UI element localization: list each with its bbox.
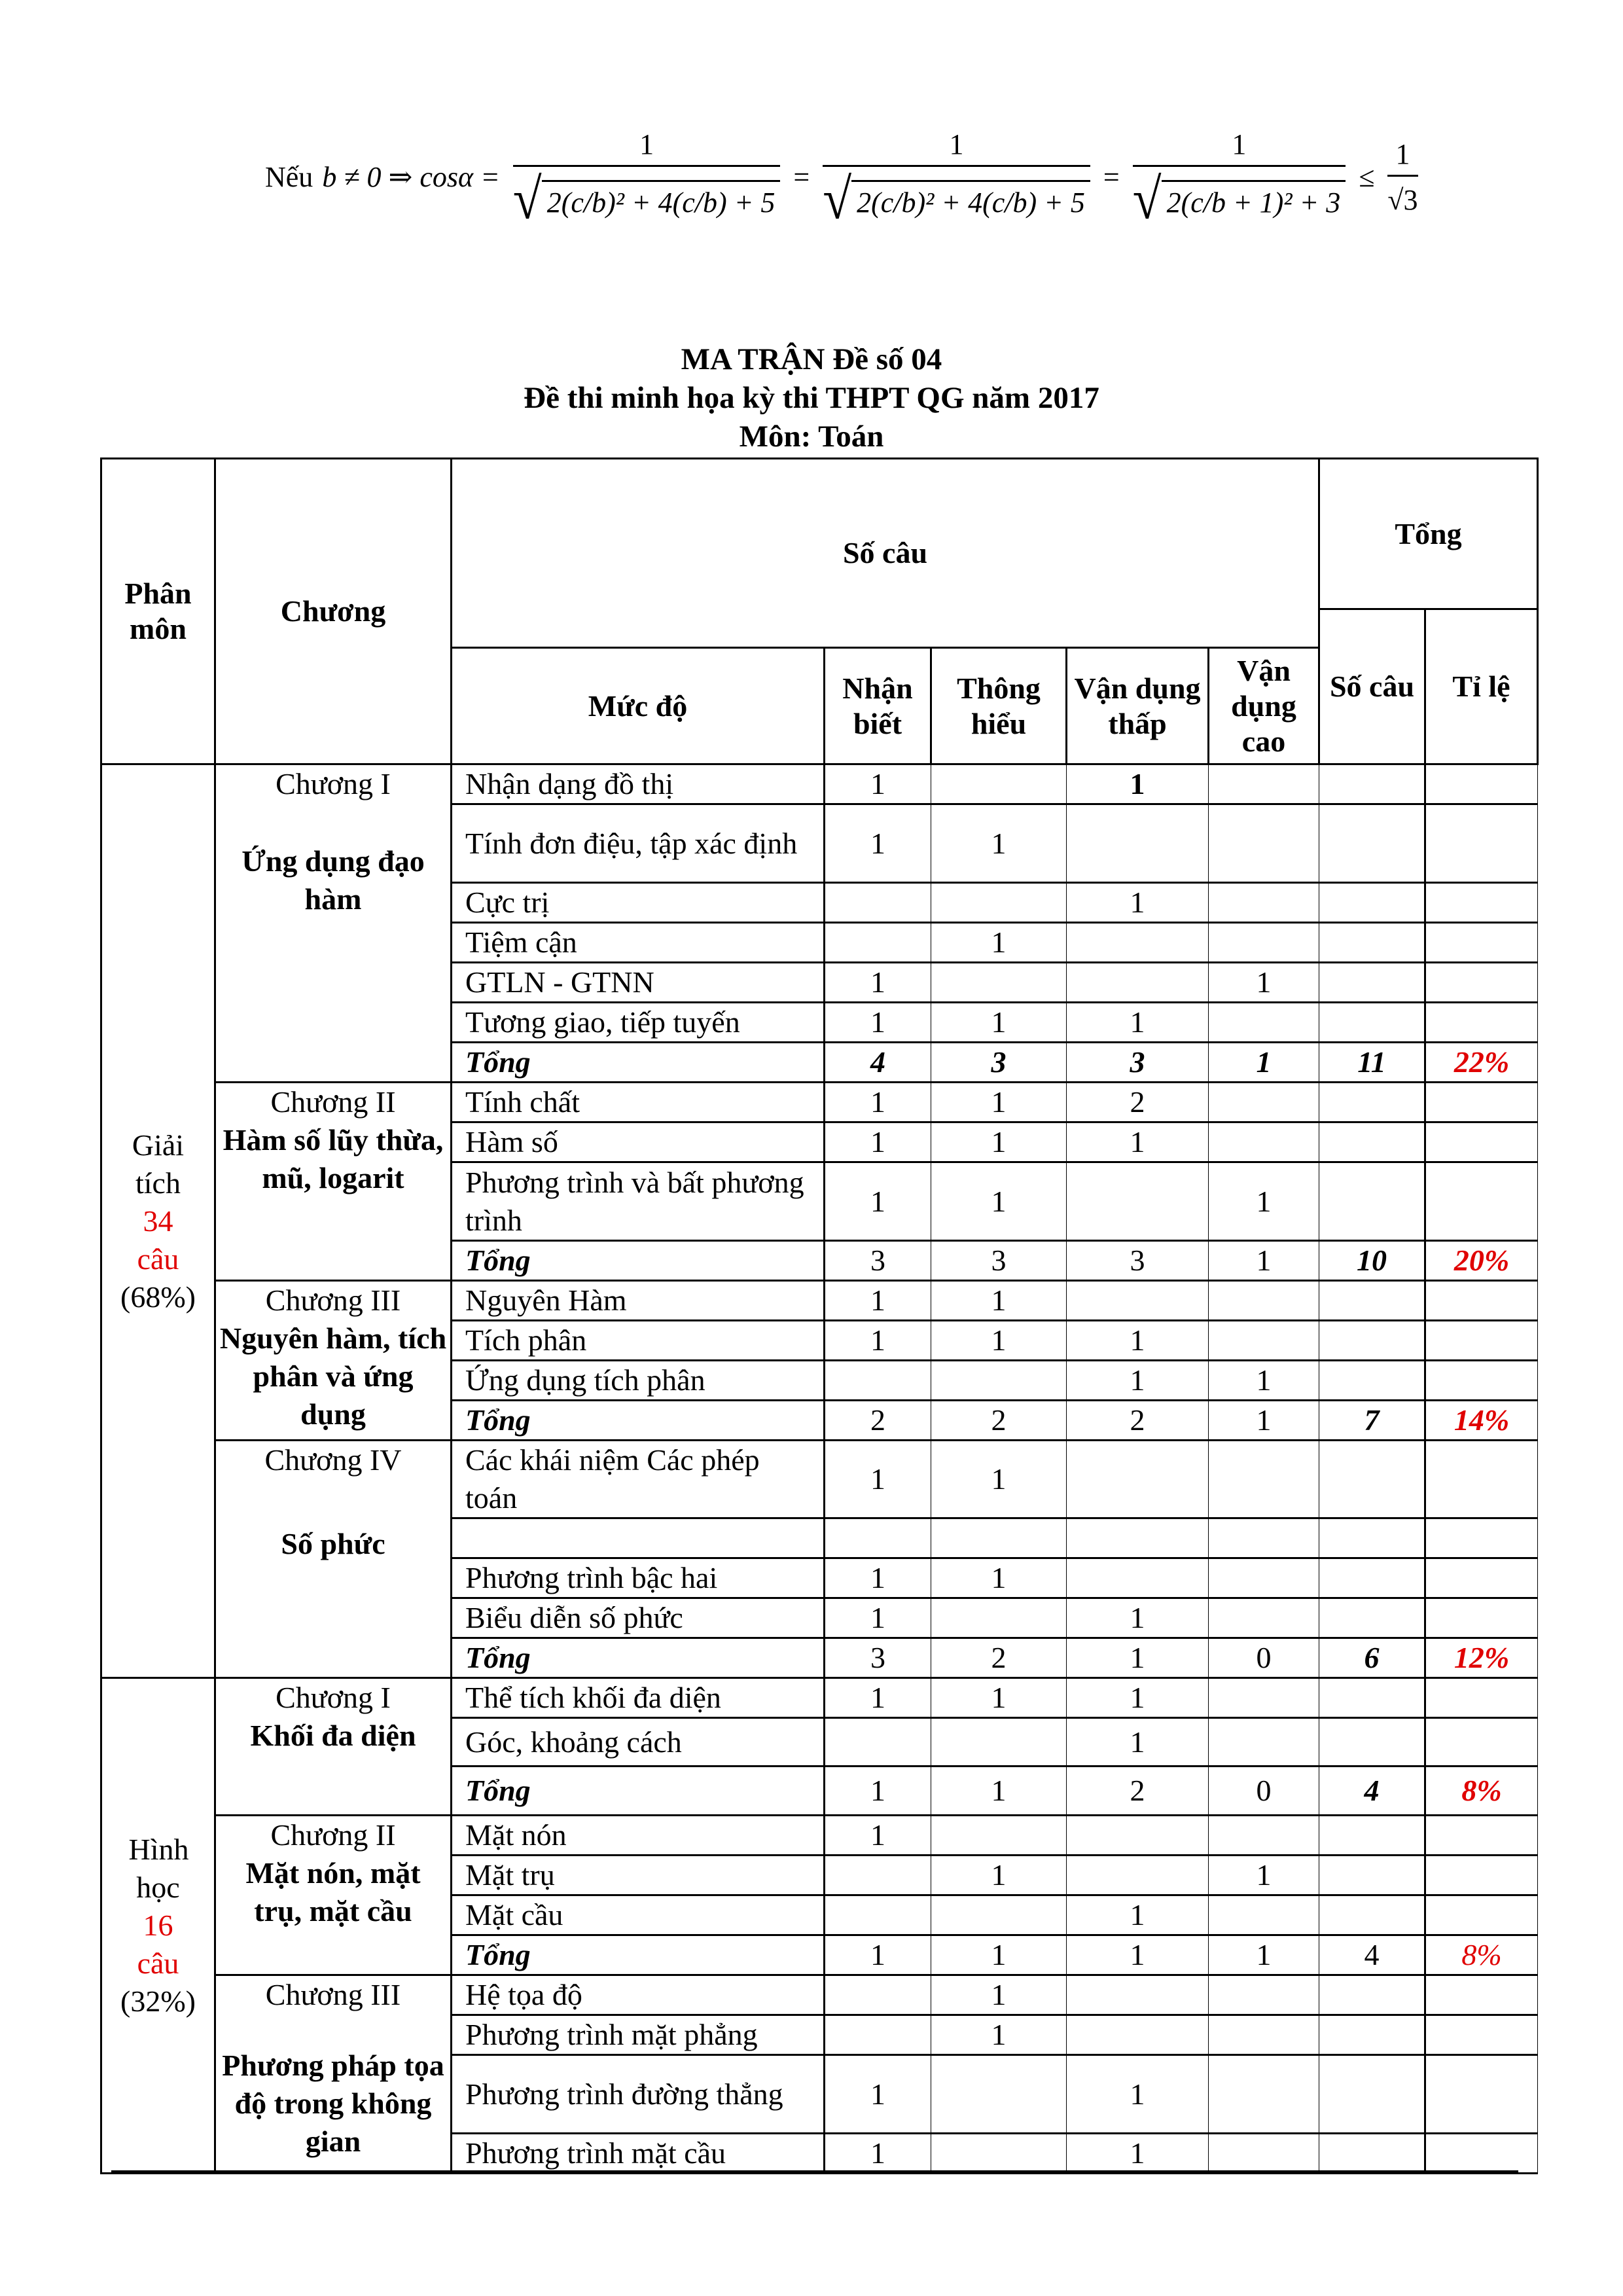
- nhan-biet-cell: [825, 2015, 931, 2055]
- thong-hieu-cell: 1: [931, 804, 1067, 883]
- van-dung-thap-cell: 2: [1067, 1767, 1209, 1816]
- section-count: 34: [143, 1204, 173, 1238]
- nhan-biet-cell: [825, 923, 931, 963]
- nhan-biet-cell: 1: [825, 1281, 931, 1321]
- chapter-label: Chương II: [270, 1818, 396, 1852]
- formula-prefix: Nếu: [265, 160, 313, 193]
- nhan-biet-cell: 1: [825, 963, 931, 1003]
- nhan-biet-cell: [825, 1895, 931, 1935]
- so-cau-cell: [1319, 1856, 1425, 1895]
- matrix-table: [100, 457, 1539, 2174]
- so-cau-cell: [1319, 2055, 1425, 2134]
- van-dung-thap-cell: 1: [1067, 1935, 1209, 1975]
- so-cau-cell: [1319, 2134, 1425, 2174]
- van-dung-cao-cell: 0: [1209, 1767, 1319, 1816]
- ti-le-cell: [1425, 1083, 1538, 1122]
- so-cau-cell: [1319, 1162, 1425, 1241]
- nhan-biet-cell: 1: [825, 2134, 931, 2174]
- total-label: Tổng: [452, 1043, 825, 1083]
- chapter-title: Mặt nón, mặt trụ, mặt cầu: [245, 1856, 421, 1928]
- van-dung-cao-cell: [1209, 1083, 1319, 1122]
- nhan-biet-cell: 1: [825, 1441, 931, 1518]
- chapter-title: Phương pháp tọa độ trong không gian: [222, 2049, 444, 2158]
- header-chuong: Chương: [215, 459, 452, 764]
- so-cau-cell: [1319, 1281, 1425, 1321]
- van-dung-cao-cell: 1: [1209, 1043, 1319, 1083]
- chapter-title: Hàm số lũy thừa, mũ, logarit: [223, 1123, 444, 1194]
- total-label: Tổng: [452, 1767, 825, 1816]
- so-cau-cell: [1319, 1598, 1425, 1638]
- thong-hieu-cell: 1: [931, 2015, 1067, 2055]
- total-label: Tổng: [452, 1935, 825, 1975]
- ti-le-cell: [1425, 1518, 1538, 1558]
- table-row: [101, 1083, 1538, 1122]
- header-phan-mon: Phân môn: [101, 459, 215, 764]
- section-percent: (32%): [120, 1984, 196, 2018]
- header-thong-hieu: Thông hiểu: [931, 648, 1067, 764]
- header-ti-le: Tỉ lệ: [1425, 609, 1538, 764]
- ti-le-cell: [1425, 764, 1538, 804]
- fraction-bound: $\frac{1}{√3}$: [1387, 137, 1418, 216]
- title-line-3: Môn: Toán: [739, 420, 884, 454]
- van-dung-cao-cell: [1209, 1003, 1319, 1043]
- van-dung-cao-cell: 1: [1209, 963, 1319, 1003]
- chapter-cell: [215, 764, 452, 1083]
- van-dung-cao-cell: [1209, 1975, 1319, 2015]
- section-cell: [101, 764, 215, 1678]
- ti-le-cell: [1425, 2134, 1538, 2174]
- van-dung-cao-cell: [1209, 1122, 1319, 1162]
- thong-hieu-cell: 1: [931, 1975, 1067, 2015]
- van-dung-cao-cell: 1: [1209, 1241, 1319, 1281]
- ti-le-cell: 12%: [1425, 1638, 1538, 1678]
- chapter-label: Chương IV: [264, 1443, 402, 1477]
- nhan-biet-cell: 1: [825, 1122, 931, 1162]
- van-dung-thap-cell: 1: [1067, 1003, 1209, 1043]
- ti-le-cell: [1425, 1558, 1538, 1598]
- ti-le-cell: [1425, 1003, 1538, 1043]
- nhan-biet-cell: [825, 1718, 931, 1767]
- van-dung-cao-cell: 1: [1209, 1856, 1319, 1895]
- table-body: [101, 764, 1538, 2174]
- chapter-label: Chương III: [265, 1283, 401, 1317]
- item-label: [452, 1518, 825, 1558]
- thong-hieu-cell: [931, 963, 1067, 1003]
- van-dung-cao-cell: [1209, 1321, 1319, 1361]
- nhan-biet-cell: 3: [825, 1241, 931, 1281]
- ti-le-cell: [1425, 883, 1538, 923]
- van-dung-thap-cell: [1067, 2015, 1209, 2055]
- so-cau-cell: [1319, 1321, 1425, 1361]
- title-line-2: Đề thi minh họa kỳ thi THPT QG năm 2017: [524, 381, 1099, 415]
- nhan-biet-cell: 1: [825, 804, 931, 883]
- ti-le-cell: [1425, 2015, 1538, 2055]
- item-label: Tương giao, tiếp tuyến: [452, 1003, 825, 1043]
- van-dung-thap-cell: 1: [1067, 1718, 1209, 1767]
- ti-le-cell: 22%: [1425, 1043, 1538, 1083]
- thong-hieu-cell: 1: [931, 1935, 1067, 1975]
- item-label: Phương trình bậc hai: [452, 1558, 825, 1598]
- item-label: Tiệm cận: [452, 923, 825, 963]
- thong-hieu-cell: 1: [931, 1678, 1067, 1718]
- van-dung-thap-cell: [1067, 1856, 1209, 1895]
- ti-le-cell: [1425, 804, 1538, 883]
- van-dung-thap-cell: 3: [1067, 1043, 1209, 1083]
- thong-hieu-cell: 3: [931, 1043, 1067, 1083]
- chapter-title: Số phức: [281, 1527, 385, 1560]
- van-dung-cao-cell: [1209, 883, 1319, 923]
- fraction-2: 1 √ 2(c/b)² + 4(c/b) + 5: [823, 128, 1090, 226]
- chapter-title: Ứng dụng đạo hàm: [241, 844, 425, 916]
- document-titles: [0, 340, 1623, 456]
- thong-hieu-cell: 1: [931, 1856, 1067, 1895]
- so-cau-cell: [1319, 1518, 1425, 1558]
- table-row: [101, 1816, 1538, 1856]
- nhan-biet-cell: 1: [825, 1083, 931, 1122]
- so-cau-cell: 4: [1319, 1935, 1425, 1975]
- thong-hieu-cell: [931, 1718, 1067, 1767]
- nhan-biet-cell: [825, 1518, 931, 1558]
- item-label: GTLN - GTNN: [452, 963, 825, 1003]
- van-dung-cao-cell: [1209, 1718, 1319, 1767]
- thong-hieu-cell: 1: [931, 1767, 1067, 1816]
- so-cau-cell: [1319, 963, 1425, 1003]
- nhan-biet-cell: [825, 1975, 931, 2015]
- fraction-3: 1 √ 2(c/b + 1)² + 3: [1133, 128, 1346, 226]
- thong-hieu-cell: 1: [931, 1162, 1067, 1241]
- van-dung-thap-cell: 1: [1067, 1598, 1209, 1638]
- item-label: Biểu diễn số phức: [452, 1598, 825, 1638]
- fraction-1: 1 √ 2(c/b)² + 4(c/b) + 5: [513, 128, 781, 226]
- item-label: Tính đơn điệu, tập xác định: [452, 804, 825, 883]
- thong-hieu-cell: 1: [931, 1003, 1067, 1043]
- chapter-label: Chương I: [276, 1681, 391, 1714]
- thong-hieu-cell: 1: [931, 1441, 1067, 1518]
- van-dung-thap-cell: [1067, 1975, 1209, 2015]
- section-count: 16: [143, 1909, 173, 1942]
- thong-hieu-cell: [931, 1518, 1067, 1558]
- nhan-biet-cell: 1: [825, 1003, 931, 1043]
- table-row: [101, 1678, 1538, 1718]
- header-so-cau: Số câu: [452, 459, 1319, 648]
- header-tong: Tổng: [1319, 459, 1538, 609]
- ti-le-cell: [1425, 1856, 1538, 1895]
- nhan-biet-cell: 1: [825, 1558, 931, 1598]
- item-label: Mặt cầu: [452, 1895, 825, 1935]
- so-cau-cell: [1319, 883, 1425, 923]
- bottom-divider: [111, 2170, 1518, 2174]
- chapter-cell: [215, 1975, 452, 2174]
- van-dung-thap-cell: 2: [1067, 1083, 1209, 1122]
- ti-le-cell: 20%: [1425, 1241, 1538, 1281]
- van-dung-thap-cell: 1: [1067, 1638, 1209, 1678]
- ti-le-cell: [1425, 1678, 1538, 1718]
- so-cau-cell: [1319, 804, 1425, 883]
- item-label: Mặt trụ: [452, 1856, 825, 1895]
- van-dung-thap-cell: 2: [1067, 1401, 1209, 1441]
- so-cau-cell: [1319, 1083, 1425, 1122]
- item-label: Mặt nón: [452, 1816, 825, 1856]
- thong-hieu-cell: 1: [931, 1558, 1067, 1598]
- van-dung-cao-cell: [1209, 1441, 1319, 1518]
- thong-hieu-cell: [931, 2134, 1067, 2174]
- chapter-cell: [215, 1441, 452, 1678]
- section-name: Giải tích: [132, 1128, 185, 1200]
- van-dung-cao-cell: [1209, 1895, 1319, 1935]
- header-nhan-biet: Nhận biết: [825, 648, 931, 764]
- item-label: Tích phân: [452, 1321, 825, 1361]
- chapter-cell: [215, 1281, 452, 1441]
- van-dung-thap-cell: [1067, 1281, 1209, 1321]
- item-label: Các khái niệm Các phép toán: [452, 1441, 825, 1518]
- ti-le-cell: [1425, 1361, 1538, 1401]
- nhan-biet-cell: [825, 883, 931, 923]
- van-dung-cao-cell: [1209, 1678, 1319, 1718]
- nhan-biet-cell: 4: [825, 1043, 931, 1083]
- ti-le-cell: [1425, 1718, 1538, 1767]
- van-dung-thap-cell: 1: [1067, 1895, 1209, 1935]
- sqrt-icon: √: [512, 168, 542, 232]
- item-label: Góc, khoảng cách: [452, 1718, 825, 1767]
- nhan-biet-cell: 1: [825, 1767, 931, 1816]
- thong-hieu-cell: [931, 2055, 1067, 2134]
- chapter-title: Nguyên hàm, tích phân và ứng dụng: [219, 1321, 447, 1431]
- ti-le-cell: [1425, 1122, 1538, 1162]
- ti-le-cell: [1425, 1816, 1538, 1856]
- van-dung-cao-cell: [1209, 1558, 1319, 1598]
- so-cau-cell: [1319, 2015, 1425, 2055]
- so-cau-cell: [1319, 1122, 1425, 1162]
- van-dung-cao-cell: [1209, 1281, 1319, 1321]
- ti-le-cell: [1425, 1975, 1538, 2015]
- section-unit: câu: [137, 1946, 179, 1980]
- total-label: Tổng: [452, 1401, 825, 1441]
- van-dung-thap-cell: [1067, 1558, 1209, 1598]
- van-dung-thap-cell: [1067, 804, 1209, 883]
- item-label: Phương trình mặt cầu: [452, 2134, 825, 2174]
- nhan-biet-cell: 1: [825, 1321, 931, 1361]
- item-label: Ứng dụng tích phân: [452, 1361, 825, 1401]
- van-dung-thap-cell: 1: [1067, 1122, 1209, 1162]
- ti-le-cell: [1425, 1321, 1538, 1361]
- section-unit: câu: [137, 1242, 179, 1276]
- van-dung-cao-cell: [1209, 804, 1319, 883]
- section-name: Hình học: [128, 1833, 189, 1904]
- van-dung-cao-cell: 1: [1209, 1401, 1319, 1441]
- item-label: Hàm số: [452, 1122, 825, 1162]
- van-dung-cao-cell: [1209, 764, 1319, 804]
- van-dung-thap-cell: 1: [1067, 2055, 1209, 2134]
- thong-hieu-cell: 1: [931, 1281, 1067, 1321]
- van-dung-thap-cell: 1: [1067, 1678, 1209, 1718]
- van-dung-thap-cell: [1067, 963, 1209, 1003]
- so-cau-cell: [1319, 1441, 1425, 1518]
- van-dung-thap-cell: 1: [1067, 883, 1209, 923]
- so-cau-cell: 4: [1319, 1767, 1425, 1816]
- van-dung-cao-cell: 1: [1209, 1935, 1319, 1975]
- total-label: Tổng: [452, 1638, 825, 1678]
- title-line-1: MA TRẬN Đề số 04: [681, 342, 942, 376]
- thong-hieu-cell: [931, 1816, 1067, 1856]
- table-row: [101, 1975, 1538, 2015]
- so-cau-cell: [1319, 1975, 1425, 2015]
- van-dung-cao-cell: [1209, 2134, 1319, 2174]
- item-label: Hệ tọa độ: [452, 1975, 825, 2015]
- nhan-biet-cell: 1: [825, 1678, 931, 1718]
- so-cau-cell: 7: [1319, 1401, 1425, 1441]
- ti-le-cell: [1425, 963, 1538, 1003]
- thong-hieu-cell: 1: [931, 1083, 1067, 1122]
- ti-le-cell: [1425, 1598, 1538, 1638]
- thong-hieu-cell: 1: [931, 923, 1067, 963]
- so-cau-cell: [1319, 1718, 1425, 1767]
- ti-le-cell: 8%: [1425, 1767, 1538, 1816]
- nhan-biet-cell: 3: [825, 1638, 931, 1678]
- item-label: Nguyên Hàm: [452, 1281, 825, 1321]
- header-muc-do: Mức độ: [452, 648, 825, 764]
- van-dung-cao-cell: [1209, 2055, 1319, 2134]
- nhan-biet-cell: [825, 1856, 931, 1895]
- so-cau-cell: [1319, 1678, 1425, 1718]
- cosine-formula: Nếu b ≠ 0 ⇒ cosα = 1 √ 2(c/b)² + 4(c/b) + 5 = 1 √ 2(c/b)² + 4(c/b) + 5 = 1 √ 2(c/b + 1)² + 3 ≤ $\frac{1}{√3}$: [265, 128, 1418, 232]
- ti-le-cell: [1425, 2055, 1538, 2134]
- so-cau-cell: [1319, 1895, 1425, 1935]
- so-cau-cell: [1319, 1816, 1425, 1856]
- so-cau-cell: [1319, 1361, 1425, 1401]
- chapter-cell: [215, 1678, 452, 1816]
- nhan-biet-cell: [825, 1361, 931, 1401]
- so-cau-cell: [1319, 764, 1425, 804]
- so-cau-cell: [1319, 923, 1425, 963]
- item-label: Phương trình mặt phẳng: [452, 2015, 825, 2055]
- header-van-dung-thap: Vận dụng thấp: [1067, 648, 1209, 764]
- ti-le-cell: [1425, 1162, 1538, 1241]
- thong-hieu-cell: 3: [931, 1241, 1067, 1281]
- item-label: Tính chất: [452, 1083, 825, 1122]
- chapter-title: Khối đa diện: [250, 1719, 416, 1752]
- chapter-cell: [215, 1083, 452, 1281]
- ti-le-cell: [1425, 1281, 1538, 1321]
- thong-hieu-cell: [931, 1598, 1067, 1638]
- header-tong-so-cau: Số câu: [1319, 609, 1425, 764]
- thong-hieu-cell: [931, 1361, 1067, 1401]
- van-dung-thap-cell: [1067, 1162, 1209, 1241]
- nhan-biet-cell: 2: [825, 1401, 931, 1441]
- sqrt-icon: √: [1132, 168, 1162, 232]
- so-cau-cell: [1319, 1558, 1425, 1598]
- thong-hieu-cell: [931, 1895, 1067, 1935]
- van-dung-cao-cell: [1209, 2015, 1319, 2055]
- van-dung-cao-cell: [1209, 1598, 1319, 1638]
- item-label: Phương trình và bất phương trình: [452, 1162, 825, 1241]
- chapter-label: Chương II: [270, 1085, 396, 1119]
- van-dung-thap-cell: [1067, 1816, 1209, 1856]
- item-label: Cực trị: [452, 883, 825, 923]
- van-dung-thap-cell: 1: [1067, 764, 1209, 804]
- van-dung-cao-cell: [1209, 923, 1319, 963]
- nhan-biet-cell: 1: [825, 2055, 931, 2134]
- nhan-biet-cell: 1: [825, 1598, 931, 1638]
- van-dung-thap-cell: 1: [1067, 1321, 1209, 1361]
- nhan-biet-cell: 1: [825, 764, 931, 804]
- van-dung-thap-cell: [1067, 1518, 1209, 1558]
- so-cau-cell: [1319, 1003, 1425, 1043]
- van-dung-thap-cell: [1067, 923, 1209, 963]
- chapter-label: Chương I: [276, 767, 391, 800]
- table-row: [101, 764, 1538, 804]
- ti-le-cell: [1425, 1441, 1538, 1518]
- van-dung-thap-cell: 1: [1067, 1361, 1209, 1401]
- ti-le-cell: 14%: [1425, 1401, 1538, 1441]
- table-row: [101, 1281, 1538, 1321]
- chapter-cell: [215, 1816, 452, 1975]
- item-label: Nhận dạng đồ thị: [452, 764, 825, 804]
- nhan-biet-cell: 1: [825, 1162, 931, 1241]
- van-dung-cao-cell: [1209, 1518, 1319, 1558]
- thong-hieu-cell: 1: [931, 1321, 1067, 1361]
- thong-hieu-cell: 1: [931, 1122, 1067, 1162]
- nhan-biet-cell: 1: [825, 1935, 931, 1975]
- sqrt-icon: √: [823, 168, 852, 232]
- van-dung-thap-cell: 1: [1067, 2134, 1209, 2174]
- van-dung-cao-cell: 1: [1209, 1361, 1319, 1401]
- van-dung-thap-cell: [1067, 1441, 1209, 1518]
- thong-hieu-cell: [931, 883, 1067, 923]
- nhan-biet-cell: 1: [825, 1816, 931, 1856]
- van-dung-cao-cell: [1209, 1816, 1319, 1856]
- ti-le-cell: [1425, 923, 1538, 963]
- ti-le-cell: 8%: [1425, 1935, 1538, 1975]
- thong-hieu-cell: 2: [931, 1401, 1067, 1441]
- section-cell: [101, 1678, 215, 2174]
- chapter-label: Chương III: [265, 1978, 401, 2011]
- item-label: Thể tích khối đa diện: [452, 1678, 825, 1718]
- van-dung-thap-cell: 3: [1067, 1241, 1209, 1281]
- so-cau-cell: 10: [1319, 1241, 1425, 1281]
- van-dung-cao-cell: 0: [1209, 1638, 1319, 1678]
- so-cau-cell: 6: [1319, 1638, 1425, 1678]
- thong-hieu-cell: [931, 764, 1067, 804]
- thong-hieu-cell: 2: [931, 1638, 1067, 1678]
- formula-condition: b ≠ 0 ⇒ cosα =: [322, 160, 500, 193]
- table-row: [101, 1441, 1538, 1518]
- header-van-dung-cao: Vận dụng cao: [1209, 648, 1319, 764]
- so-cau-cell: 11: [1319, 1043, 1425, 1083]
- van-dung-cao-cell: 1: [1209, 1162, 1319, 1241]
- ti-le-cell: [1425, 1895, 1538, 1935]
- item-label: Phương trình đường thẳng: [452, 2055, 825, 2134]
- section-percent: (68%): [120, 1280, 196, 1314]
- total-label: Tổng: [452, 1241, 825, 1281]
